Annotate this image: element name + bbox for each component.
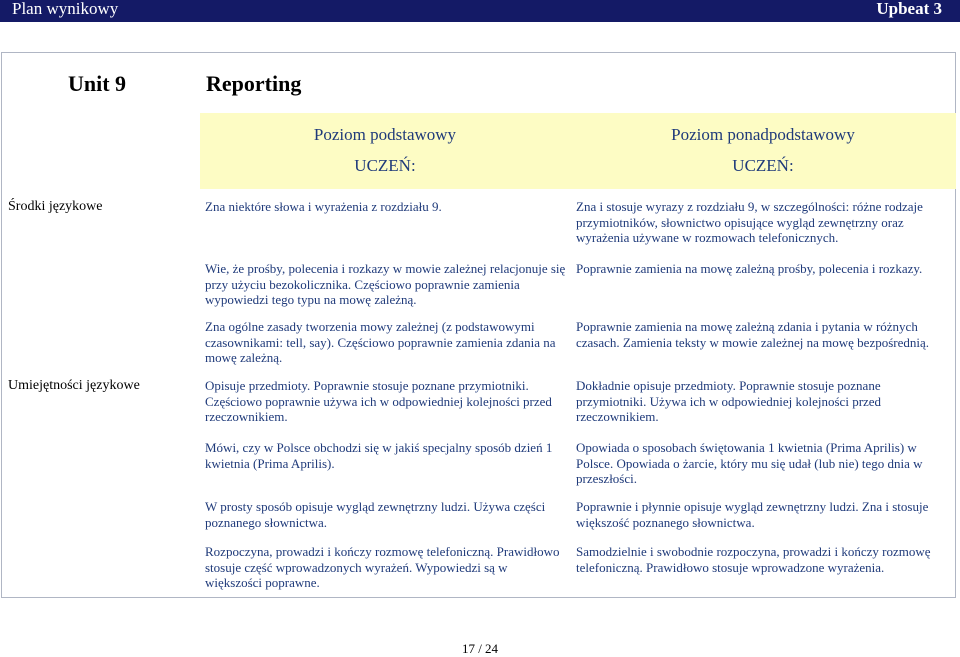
unit-label: Unit 9: [68, 71, 127, 96]
header-bar: [0, 0, 960, 22]
student-label-basic: UCZEŃ:: [354, 156, 416, 175]
cell-advanced-4: Dokładnie opisuje przedmioty. Poprawnie stosuje poznane przymiotniki. Używa ich w odpowiedniej kolejności przed rzeczownikiem.: [576, 378, 882, 424]
cell-basic-5: Mówi, czy w Polsce obchodzi się w jakiś specjalny sposób dzień 1 kwietnia (Prima Aprilis).: [205, 440, 553, 471]
cell-advanced-2: Poprawnie zamienia na mowę zależną prośby, polecenia i rozkazy.: [576, 261, 923, 276]
page-number: 17 / 24: [461, 641, 499, 656]
cell-advanced-1: Zna i stosuje wyrazy z rozdziału 9, w szczególności: różne rodzaje przymiotników, słownictwo opisujące wygląd zewnętrzny oraz wyrażenia używane w rozmowach telefonicznych.: [576, 199, 923, 245]
cell-advanced-5: Opowiada o sposobach świętowania 1 kwietnia (Prima Aprilis) w Polsce. Opowiada o żarcie, który mu się udał (lub nie) tego dnia w przeszłości.: [576, 440, 923, 486]
row-label-umiejetnosci: Umiejętności językowe: [8, 378, 140, 393]
page-title: Reporting: [206, 71, 302, 96]
cell-basic-6: W prosty sposób opisuje wygląd zewnętrzny ludzi. Używa części poznanego słownictwa.: [205, 499, 546, 530]
cell-basic-7: Rozpoczyna, prowadzi i kończy rozmowę telefoniczną. Prawidłowo stosuje część wprowadzonych wyrażeń. Wypowiedzi są w większości poprawne.: [205, 544, 560, 590]
cell-basic-1: Zna niektóre słowa i wyrażenia z rozdziału 9.: [205, 199, 442, 214]
cell-basic-4: Opisuje przedmioty. Poprawnie stosuje poznane przymiotniki. Częściowo poprawnie używa ich w odpowiedniej kolejności przed rzeczownikiem.: [205, 378, 552, 424]
cell-basic-2: Wie, że prośby, polecenia i rozkazy w mowie zależnej relacjonuje się przy użyciu bezokolicznika. Częściowo poprawnie zamienia wypowiedzi tego typu na mowę zależną.: [205, 261, 566, 307]
level-basic: Poziom podstawowy: [313, 125, 457, 144]
cell-basic-3: Zna ogólne zasady tworzenia mowy zależnej (z podstawowymi czasownikami: tell, say). Częściowo poprawnie zamienia zdania na mowę zależną.: [205, 319, 556, 365]
cell-advanced-7: Samodzielnie i swobodnie rozpoczyna, prowadzi i kończy rozmowę telefoniczną. Prawidłowo stosuje wprowadzone wyrażenia.: [576, 544, 931, 575]
header-title: Plan wynikowy: [12, 0, 119, 18]
cell-advanced-3: Poprawnie zamienia na mowę zależną zdania i pytania w różnych czasach. Zamienia teksty w mowie zależnej na mowę bezpośrednią.: [576, 319, 930, 350]
level-advanced: Poziom ponadpodstawowy: [671, 125, 855, 144]
row-label-srodki: Środki językowe: [8, 199, 103, 214]
header-brand: Upbeat 3: [876, 0, 942, 18]
student-label-advanced: UCZEŃ:: [732, 156, 794, 175]
cell-advanced-6: Poprawnie i płynnie opisuje wygląd zewnętrzny ludzi. Zna i stosuje większość poznanego słownictwa.: [576, 499, 929, 530]
